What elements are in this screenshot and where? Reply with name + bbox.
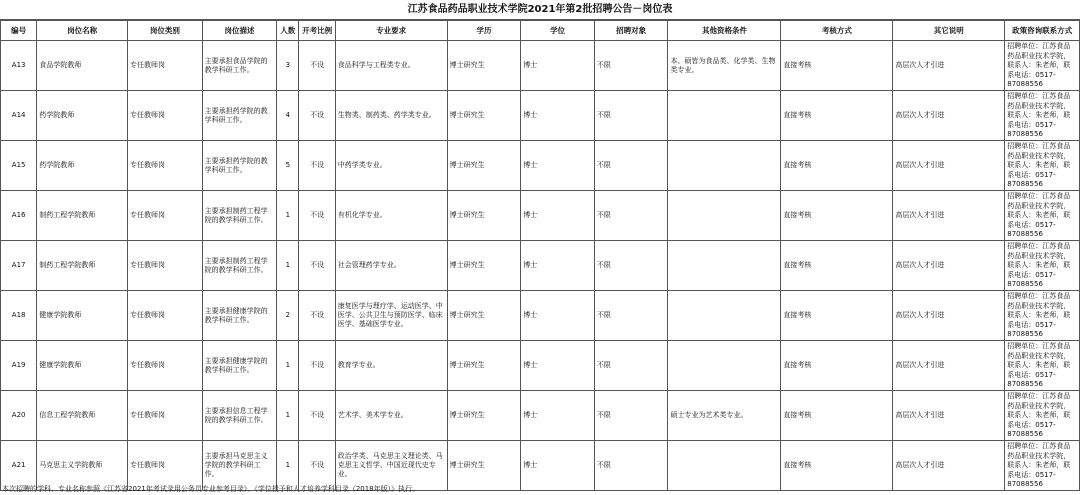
table-cell: 博士研究生 bbox=[447, 291, 521, 341]
table-cell: 高层次人才引进 bbox=[893, 191, 1005, 241]
table-cell: 不设 bbox=[299, 241, 335, 291]
column-header: 岗位名称 bbox=[37, 21, 128, 41]
table-cell: 直接考核 bbox=[781, 391, 893, 441]
table-cell: 主要承担信息工程学院的教学科研工作。 bbox=[202, 391, 277, 441]
column-header: 编号 bbox=[1, 21, 37, 41]
table-row bbox=[1, 191, 1080, 241]
table-cell: 直接考核 bbox=[781, 141, 893, 191]
table-cell: 直接考核 bbox=[781, 441, 893, 491]
table-cell: 招聘单位：江苏食品药品职业技术学院，联系人：朱老师，联系电话：0517-87088556 bbox=[1005, 191, 1080, 241]
table-cell: 专任教师岗 bbox=[128, 191, 203, 241]
table-cell: 专任教师岗 bbox=[128, 91, 203, 141]
table-cell: 主要承担制药工程学院的教学科研工作。 bbox=[202, 241, 277, 291]
table-cell: 主要承担健康学院的教学科研工作。 bbox=[202, 291, 277, 341]
table-cell: 博士研究生 bbox=[447, 41, 521, 91]
table-cell: 主要承担药学院的教学科研工作。 bbox=[202, 91, 277, 141]
table-cell: 制药工程学院教师 bbox=[37, 241, 128, 291]
table-cell bbox=[668, 291, 781, 341]
table-cell: 1 bbox=[277, 241, 299, 291]
table-cell: 5 bbox=[277, 141, 299, 191]
table-cell bbox=[668, 241, 781, 291]
table-cell: 专任教师岗 bbox=[128, 141, 203, 191]
table-cell: A16 bbox=[1, 191, 37, 241]
table-cell: 不限 bbox=[594, 241, 668, 291]
column-header: 人数 bbox=[277, 21, 299, 41]
table-cell: 高层次人才引进 bbox=[893, 141, 1005, 191]
table-cell: 不设 bbox=[299, 391, 335, 441]
table-cell: 博士研究生 bbox=[447, 91, 521, 141]
table-row bbox=[1, 441, 1080, 491]
column-header: 岗位描述 bbox=[202, 21, 277, 41]
table-row bbox=[1, 391, 1080, 441]
table-cell: 博士研究生 bbox=[447, 341, 521, 391]
table-cell: 制药工程学院教师 bbox=[37, 191, 128, 241]
table-cell: 不限 bbox=[594, 41, 668, 91]
table-cell: 马克思主义学院教师 bbox=[37, 441, 128, 491]
table-cell: 生物类、制药类、药学类专业。 bbox=[335, 91, 447, 141]
table-cell: 博士 bbox=[521, 191, 595, 241]
table-cell: 专任教师岗 bbox=[128, 291, 203, 341]
table-row bbox=[1, 241, 1080, 291]
table-row bbox=[1, 141, 1080, 191]
table-cell: 招聘单位：江苏食品药品职业技术学院，联系人：朱老师，联系电话：0517-87088556 bbox=[1005, 91, 1080, 141]
table-cell: 1 bbox=[277, 341, 299, 391]
column-header: 政策咨询联系方式 bbox=[1005, 21, 1080, 41]
table-cell: 不设 bbox=[299, 91, 335, 141]
positions-table bbox=[0, 20, 1080, 491]
table-cell: A18 bbox=[1, 291, 37, 341]
table-cell: 1 bbox=[277, 441, 299, 491]
table-cell: 不限 bbox=[594, 341, 668, 391]
table-cell: 1 bbox=[277, 191, 299, 241]
table-cell: 高层次人才引进 bbox=[893, 241, 1005, 291]
table-cell: 博士 bbox=[521, 141, 595, 191]
table-cell: A19 bbox=[1, 341, 37, 391]
table-cell: 艺术学、美术学专业。 bbox=[335, 391, 447, 441]
column-header: 其他资格条件 bbox=[668, 21, 781, 41]
table-cell: 招聘单位：江苏食品药品职业技术学院，联系人：朱老师，联系电话：0517-87088556 bbox=[1005, 241, 1080, 291]
table-cell: 康复医学与理疗学、运动医学、中医学、公共卫生与预防医学、临床医学、基础医学专业。 bbox=[335, 291, 447, 341]
table-cell: A13 bbox=[1, 41, 37, 91]
table-cell: 3 bbox=[277, 41, 299, 91]
column-header: 学位 bbox=[521, 21, 595, 41]
table-cell: 1 bbox=[277, 391, 299, 441]
table-cell: 药学院教师 bbox=[37, 141, 128, 191]
table-cell: 不设 bbox=[299, 441, 335, 491]
table-cell: 博士研究生 bbox=[447, 141, 521, 191]
column-header: 招聘对象 bbox=[594, 21, 668, 41]
table-cell: 直接考核 bbox=[781, 191, 893, 241]
table-cell: 博士 bbox=[521, 41, 595, 91]
table-cell: 不限 bbox=[594, 141, 668, 191]
table-cell: A15 bbox=[1, 141, 37, 191]
table-cell: 直接考核 bbox=[781, 241, 893, 291]
table-cell: 博士 bbox=[521, 391, 595, 441]
table-cell bbox=[668, 91, 781, 141]
table-cell: 不限 bbox=[594, 191, 668, 241]
table-cell: 招聘单位：江苏食品药品职业技术学院，联系人：朱老师，联系电话：0517-87088556 bbox=[1005, 341, 1080, 391]
column-header: 其它说明 bbox=[893, 21, 1005, 41]
table-cell: 高层次人才引进 bbox=[893, 391, 1005, 441]
table-cell: 博士 bbox=[521, 441, 595, 491]
table-body bbox=[1, 41, 1080, 491]
table-cell: 高层次人才引进 bbox=[893, 441, 1005, 491]
table-cell: 博士研究生 bbox=[447, 241, 521, 291]
table-cell: 不限 bbox=[594, 91, 668, 141]
table-cell: 政治学类、马克思主义理论类、马克思主义哲学、中国近现代史专业。 bbox=[335, 441, 447, 491]
table-cell: 高层次人才引进 bbox=[893, 91, 1005, 141]
footnote: 本次招聘的学科、专业名称参照《江苏省2021年考试录用公务员专业参考目录》、《学位授予和人才培养学科目录（2018年版）》执行。 bbox=[2, 485, 420, 493]
table-cell: A21 bbox=[1, 441, 37, 491]
table-cell: 不设 bbox=[299, 141, 335, 191]
table-cell: 专任教师岗 bbox=[128, 341, 203, 391]
table-cell: 不设 bbox=[299, 291, 335, 341]
table-cell: 招聘单位：江苏食品药品职业技术学院，联系人：朱老师，联系电话：0517-87088556 bbox=[1005, 391, 1080, 441]
table-row bbox=[1, 41, 1080, 91]
table-cell: 4 bbox=[277, 91, 299, 141]
table-cell: 不设 bbox=[299, 191, 335, 241]
table-cell: 专任教师岗 bbox=[128, 391, 203, 441]
table-cell: 招聘单位：江苏食品药品职业技术学院，联系人：朱老师，联系电话：0517-87088556 bbox=[1005, 41, 1080, 91]
table-cell: 招聘单位：江苏食品药品职业技术学院，联系人：朱老师，联系电话：0517-87088556 bbox=[1005, 141, 1080, 191]
header-row bbox=[1, 21, 1080, 41]
table-cell: 专任教师岗 bbox=[128, 41, 203, 91]
table-cell: 2 bbox=[277, 291, 299, 341]
table-cell: 直接考核 bbox=[781, 291, 893, 341]
table-cell: 直接考核 bbox=[781, 341, 893, 391]
table-cell: 主要承担药学院的教学科研工作。 bbox=[202, 141, 277, 191]
table-cell: 药学院教师 bbox=[37, 91, 128, 141]
table-cell bbox=[668, 141, 781, 191]
table-cell: A17 bbox=[1, 241, 37, 291]
table-cell: 主要承担制药工程学院的教学科研工作。 bbox=[202, 191, 277, 241]
table-cell: 主要承担马克思主义学院的教学科研工作。 bbox=[202, 441, 277, 491]
table-cell: 中药学类专业。 bbox=[335, 141, 447, 191]
table-cell: 博士 bbox=[521, 241, 595, 291]
table-cell: 健康学院教师 bbox=[37, 341, 128, 391]
table-cell: 食品科学与工程类专业。 bbox=[335, 41, 447, 91]
table-cell: 招聘单位：江苏食品药品职业技术学院，联系人：朱老师，联系电话：0517-87088556 bbox=[1005, 441, 1080, 491]
table-cell: 有机化学专业。 bbox=[335, 191, 447, 241]
column-header: 开考比例 bbox=[299, 21, 335, 41]
table-cell: 健康学院教师 bbox=[37, 291, 128, 341]
column-header: 学历 bbox=[447, 21, 521, 41]
table-cell: 信息工程学院教师 bbox=[37, 391, 128, 441]
column-header: 岗位类别 bbox=[128, 21, 203, 41]
table-cell bbox=[668, 441, 781, 491]
table-cell: 社会管理药学专业。 bbox=[335, 241, 447, 291]
table-title: 江苏食品药品职业技术学院2021年第2批招聘公告－岗位表 bbox=[0, 0, 1080, 20]
table-cell: 硕士专业为艺术类专业。 bbox=[668, 391, 781, 441]
table-cell: A20 bbox=[1, 391, 37, 441]
table-cell: 不设 bbox=[299, 341, 335, 391]
table-cell: 博士研究生 bbox=[447, 441, 521, 491]
table-cell: 直接考核 bbox=[781, 41, 893, 91]
table-cell: 教育学专业。 bbox=[335, 341, 447, 391]
table-cell: 主要承担食品学院的教学科研工作。 bbox=[202, 41, 277, 91]
table-cell: 专任教师岗 bbox=[128, 441, 203, 491]
table-cell: 专任教师岗 bbox=[128, 241, 203, 291]
table-cell bbox=[668, 341, 781, 391]
table-cell: 博士 bbox=[521, 341, 595, 391]
table-cell: 食品学院教师 bbox=[37, 41, 128, 91]
table-cell: 本、硕皆为食品类、化学类、生物类专业。 bbox=[668, 41, 781, 91]
table-cell: 博士 bbox=[521, 291, 595, 341]
column-header: 专业要求 bbox=[335, 21, 447, 41]
table-cell: 不设 bbox=[299, 41, 335, 91]
table-cell: 直接考核 bbox=[781, 91, 893, 141]
table-cell: 高层次人才引进 bbox=[893, 341, 1005, 391]
table-cell: 高层次人才引进 bbox=[893, 41, 1005, 91]
table-cell: 不限 bbox=[594, 291, 668, 341]
table-row bbox=[1, 341, 1080, 391]
table-cell: A14 bbox=[1, 91, 37, 141]
column-header: 考核方式 bbox=[781, 21, 893, 41]
table-cell: 高层次人才引进 bbox=[893, 291, 1005, 341]
table-cell bbox=[668, 191, 781, 241]
table-row bbox=[1, 291, 1080, 341]
table-cell: 不限 bbox=[594, 391, 668, 441]
table-cell: 博士研究生 bbox=[447, 191, 521, 241]
table-row bbox=[1, 91, 1080, 141]
table-cell: 博士 bbox=[521, 91, 595, 141]
table-cell: 不限 bbox=[594, 441, 668, 491]
table-cell: 招聘单位：江苏食品药品职业技术学院，联系人：朱老师，联系电话：0517-87088556 bbox=[1005, 291, 1080, 341]
table-cell: 博士研究生 bbox=[447, 391, 521, 441]
table-cell: 主要承担健康学院的教学科研工作。 bbox=[202, 341, 277, 391]
